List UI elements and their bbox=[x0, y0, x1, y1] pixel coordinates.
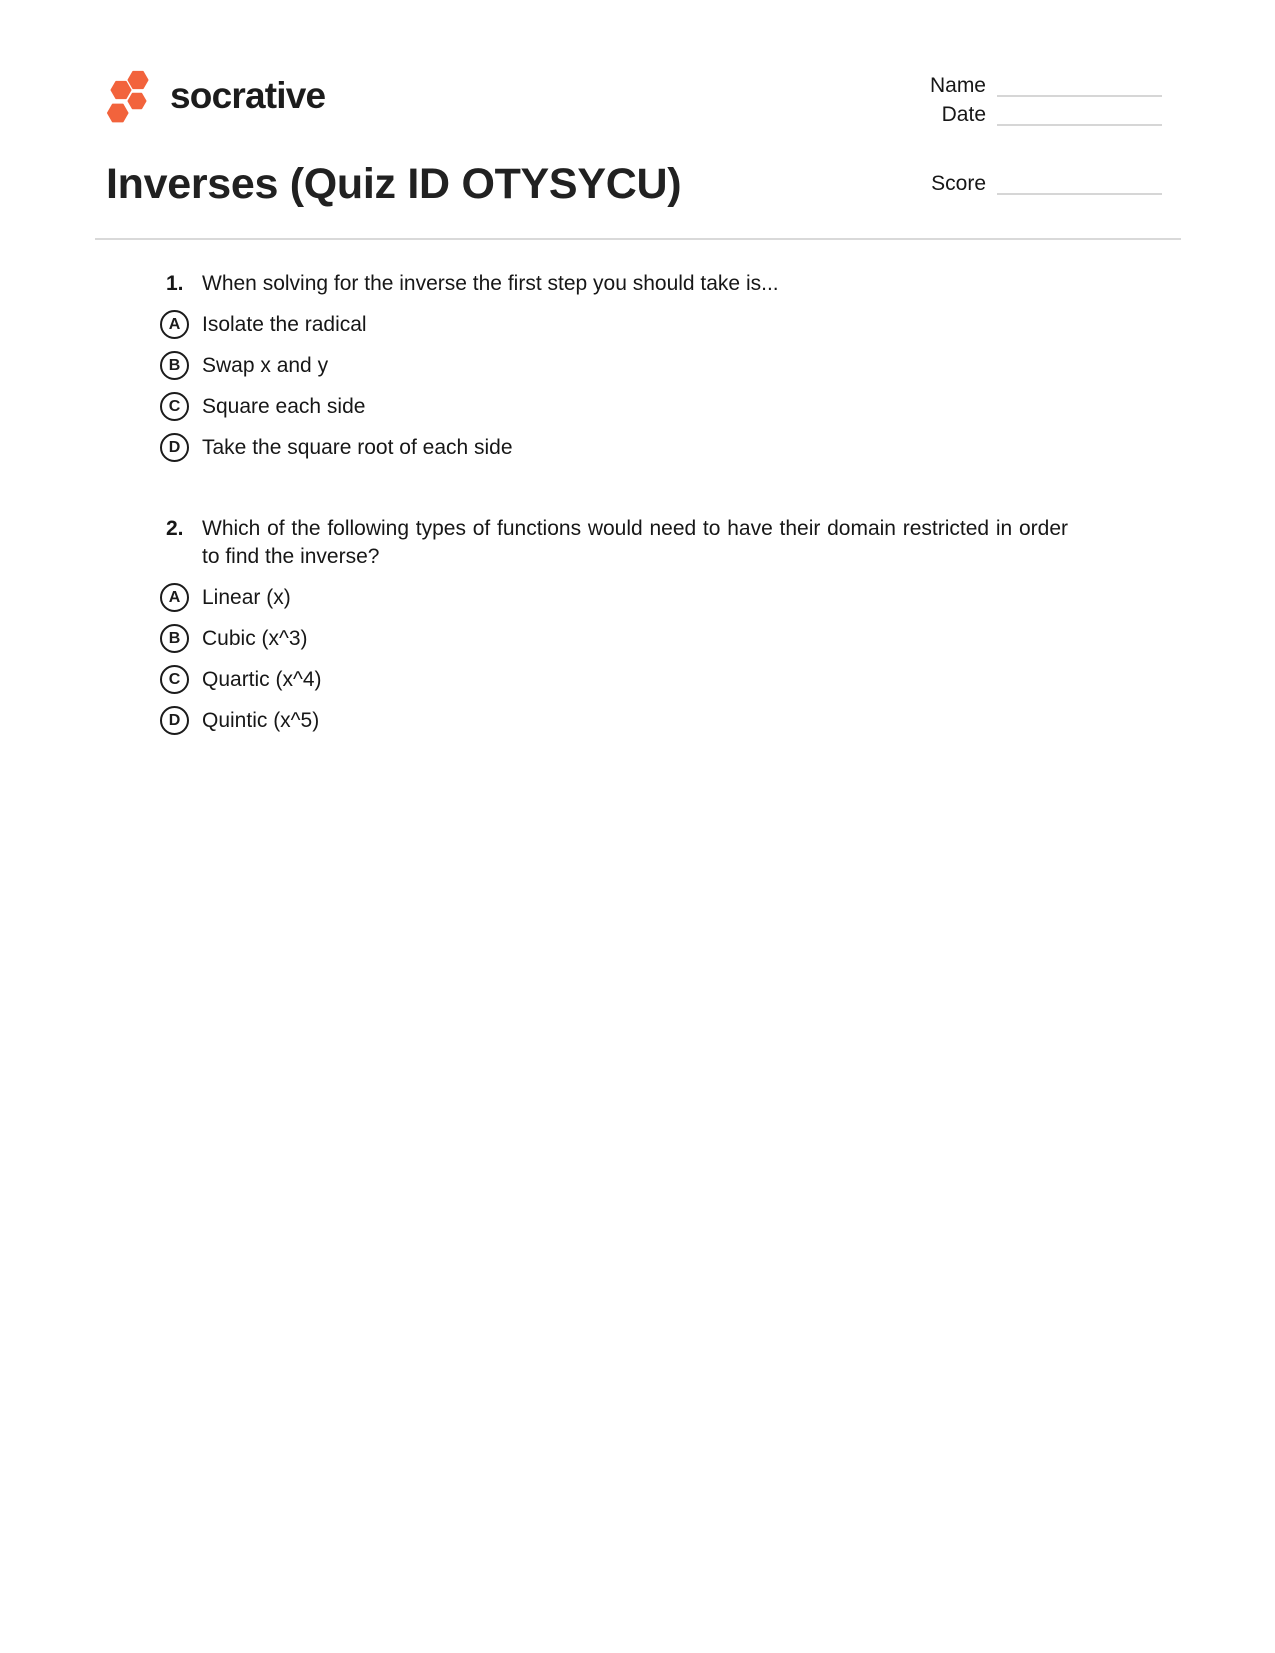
question-list bbox=[160, 270, 1075, 788]
question-text: Which of the following types of functions would need to have their domain restricted in order to find the inverse? bbox=[202, 517, 1068, 568]
option-text: Cubic (x^3) bbox=[202, 627, 308, 650]
date-field-row bbox=[868, 104, 1163, 126]
option-letter-badge: B bbox=[160, 351, 189, 380]
question bbox=[160, 270, 1075, 462]
question-header bbox=[160, 270, 1075, 298]
question-text: When solving for the inverse the first step you should take is... bbox=[202, 272, 779, 295]
option-text: Take the square root of each side bbox=[202, 436, 513, 459]
answer-option bbox=[160, 583, 1075, 612]
option-text: Quartic (x^4) bbox=[202, 668, 322, 691]
option-text: Quintic (x^5) bbox=[202, 709, 320, 732]
answer-option bbox=[160, 706, 1075, 735]
question-header bbox=[160, 515, 1075, 571]
option-letter-badge: D bbox=[160, 433, 189, 462]
date-label: Date bbox=[941, 103, 986, 126]
option-letter-badge: C bbox=[160, 665, 189, 694]
answer-option bbox=[160, 310, 1075, 339]
name-field-row bbox=[868, 75, 1163, 97]
header-divider bbox=[95, 238, 1181, 240]
option-list bbox=[160, 583, 1075, 735]
option-letter-badge: C bbox=[160, 392, 189, 421]
socrative-logo bbox=[101, 69, 325, 125]
option-list bbox=[160, 310, 1075, 462]
score-blank-line bbox=[997, 175, 1162, 195]
option-text: Square each side bbox=[202, 395, 366, 418]
answer-option bbox=[160, 351, 1075, 380]
answer-option bbox=[160, 392, 1075, 421]
question-number: 1. bbox=[166, 272, 184, 295]
score-field bbox=[868, 173, 1163, 202]
name-blank-line bbox=[997, 77, 1162, 97]
quiz-title: Inverses (Quiz ID OTYSYCU) bbox=[106, 160, 682, 208]
socrative-hexagons-icon bbox=[101, 69, 153, 125]
question bbox=[160, 515, 1075, 735]
option-letter-badge: B bbox=[160, 624, 189, 653]
option-letter-badge: A bbox=[160, 583, 189, 612]
option-text: Swap x and y bbox=[202, 354, 329, 377]
option-letter-badge: A bbox=[160, 310, 189, 339]
socrative-wordmark: socrative bbox=[170, 74, 326, 116]
answer-option bbox=[160, 624, 1075, 653]
name-label: Name bbox=[929, 74, 986, 97]
header-fields bbox=[868, 75, 1163, 133]
option-text: Linear (x) bbox=[202, 586, 291, 609]
option-text: Isolate the radical bbox=[202, 313, 367, 336]
question-number: 2. bbox=[166, 517, 184, 540]
date-blank-line bbox=[997, 106, 1162, 126]
answer-option bbox=[160, 665, 1075, 694]
answer-option bbox=[160, 433, 1075, 462]
score-field-row bbox=[868, 173, 1163, 195]
option-letter-badge: D bbox=[160, 706, 189, 735]
score-label: Score bbox=[931, 172, 986, 195]
